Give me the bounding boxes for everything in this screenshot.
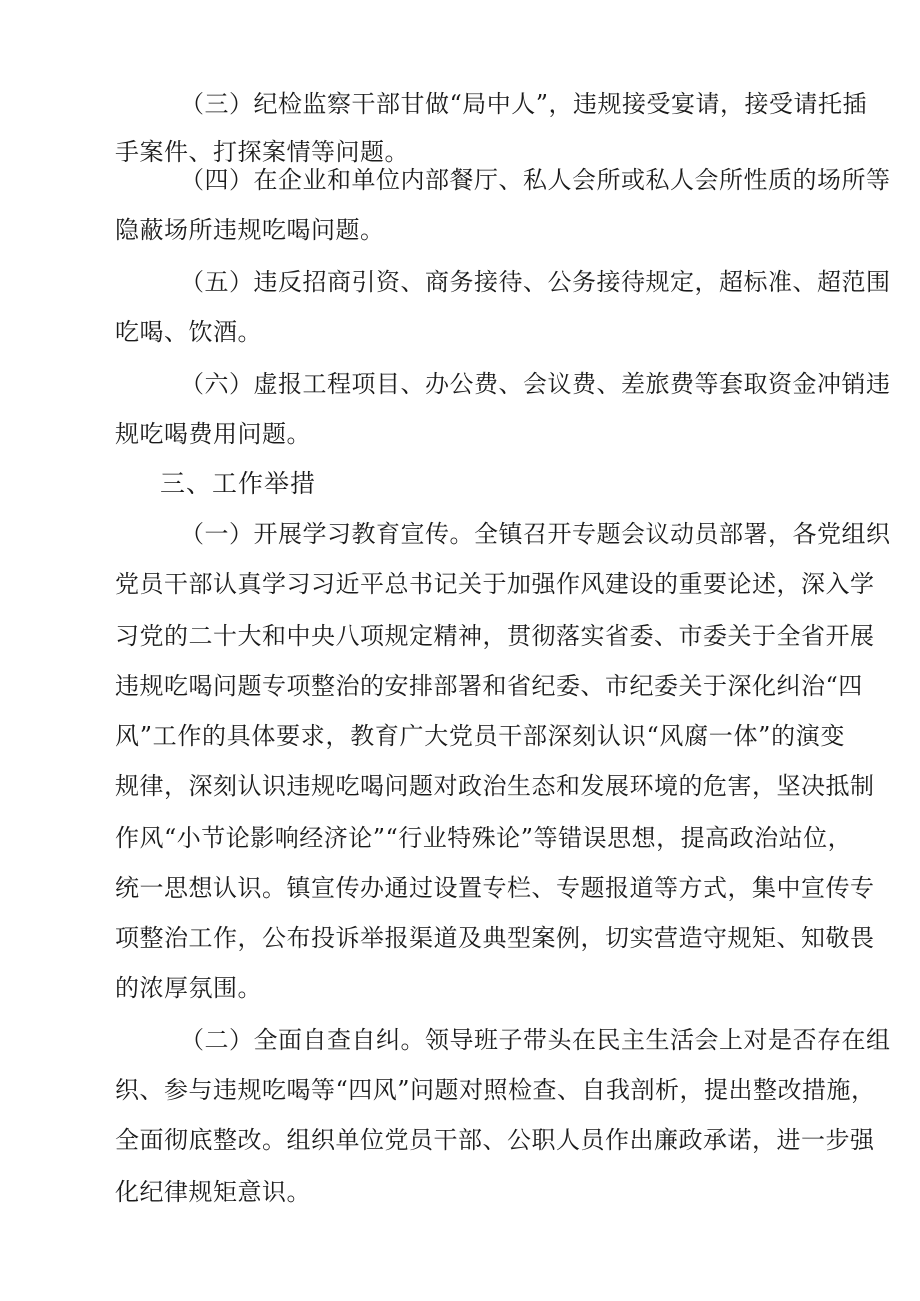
measure-1-line-8: 统一思想认识。镇宣传办通过设置专栏、专题报道等方式，集中宣传专 [115,874,875,902]
measure-1-line-7: 作风“小节论影响经济论”“行业特殊论”等错误思想，提高政治站位， [115,824,853,852]
measure-1-line-5: 风”工作的具体要求，教育广大党员干部深刻认识“风腐一体”的演变 [115,722,845,750]
item-5-line-2: 吃喝、饮酒。 [115,318,262,346]
item-6-line-1: （六）虚报工程项目、办公费、会议费、差旅费等套取资金冲销违 [180,370,891,398]
measure-1-line-6: 规律，深刻认识违规吃喝问题对政治生态和发展环境的危害，坚决抵制 [115,772,875,800]
section-heading: 三、工作举措 [160,469,317,498]
measure-2-line-1: （二）全面自查自纠。领导班子带头在民主生活会上对是否存在组 [180,1026,891,1054]
measure-1-line-3: 习党的二十大和中央八项规定精神，贯彻落实省委、市委关于全省开展 [115,622,875,650]
item-3-line-2: 手案件、打探案情等问题。 [115,138,409,166]
measure-1-line-1: （一）开展学习教育宣传。全镇召开专题会议动员部署，各党组织 [180,520,891,548]
measure-1-line-2: 党员干部认真学习习近平总书记关于加强作风建设的重要论述，深入学 [115,570,875,598]
measure-1-line-10: 的浓厚氛围。 [115,974,262,1002]
item-5-line-1: （五）违反招商引资、商务接待、公务接待规定，超标准、超范围 [180,268,891,296]
measure-1-line-4: 违规吃喝问题专项整治的安排部署和省纪委、市纪委关于深化纠治“四 [115,672,863,700]
item-4-line-2: 隐蔽场所违规吃喝问题。 [115,216,385,244]
measure-2-line-2: 织、参与违规吃喝等“四风”问题对照检查、自我剖析，提出整改措施， [115,1076,876,1104]
measure-2-line-3: 全面彻底整改。组织单位党员干部、公职人员作出廉政承诺，进一步强 [115,1126,875,1154]
item-3-line-1: （三）纪检监察干部甘做“局中人”，违规接受宴请，接受请托插 [180,90,868,118]
measure-1-line-9: 项整治工作，公布投诉举报渠道及典型案例，切实营造守规矩、知敬畏 [115,924,875,952]
item-6-line-2: 规吃喝费用问题。 [115,420,311,448]
measure-2-line-4: 化纪律规矩意识。 [115,1178,311,1206]
item-4-line-1: （四）在企业和单位内部餐厅、私人会所或私人会所性质的场所等 [180,166,891,194]
